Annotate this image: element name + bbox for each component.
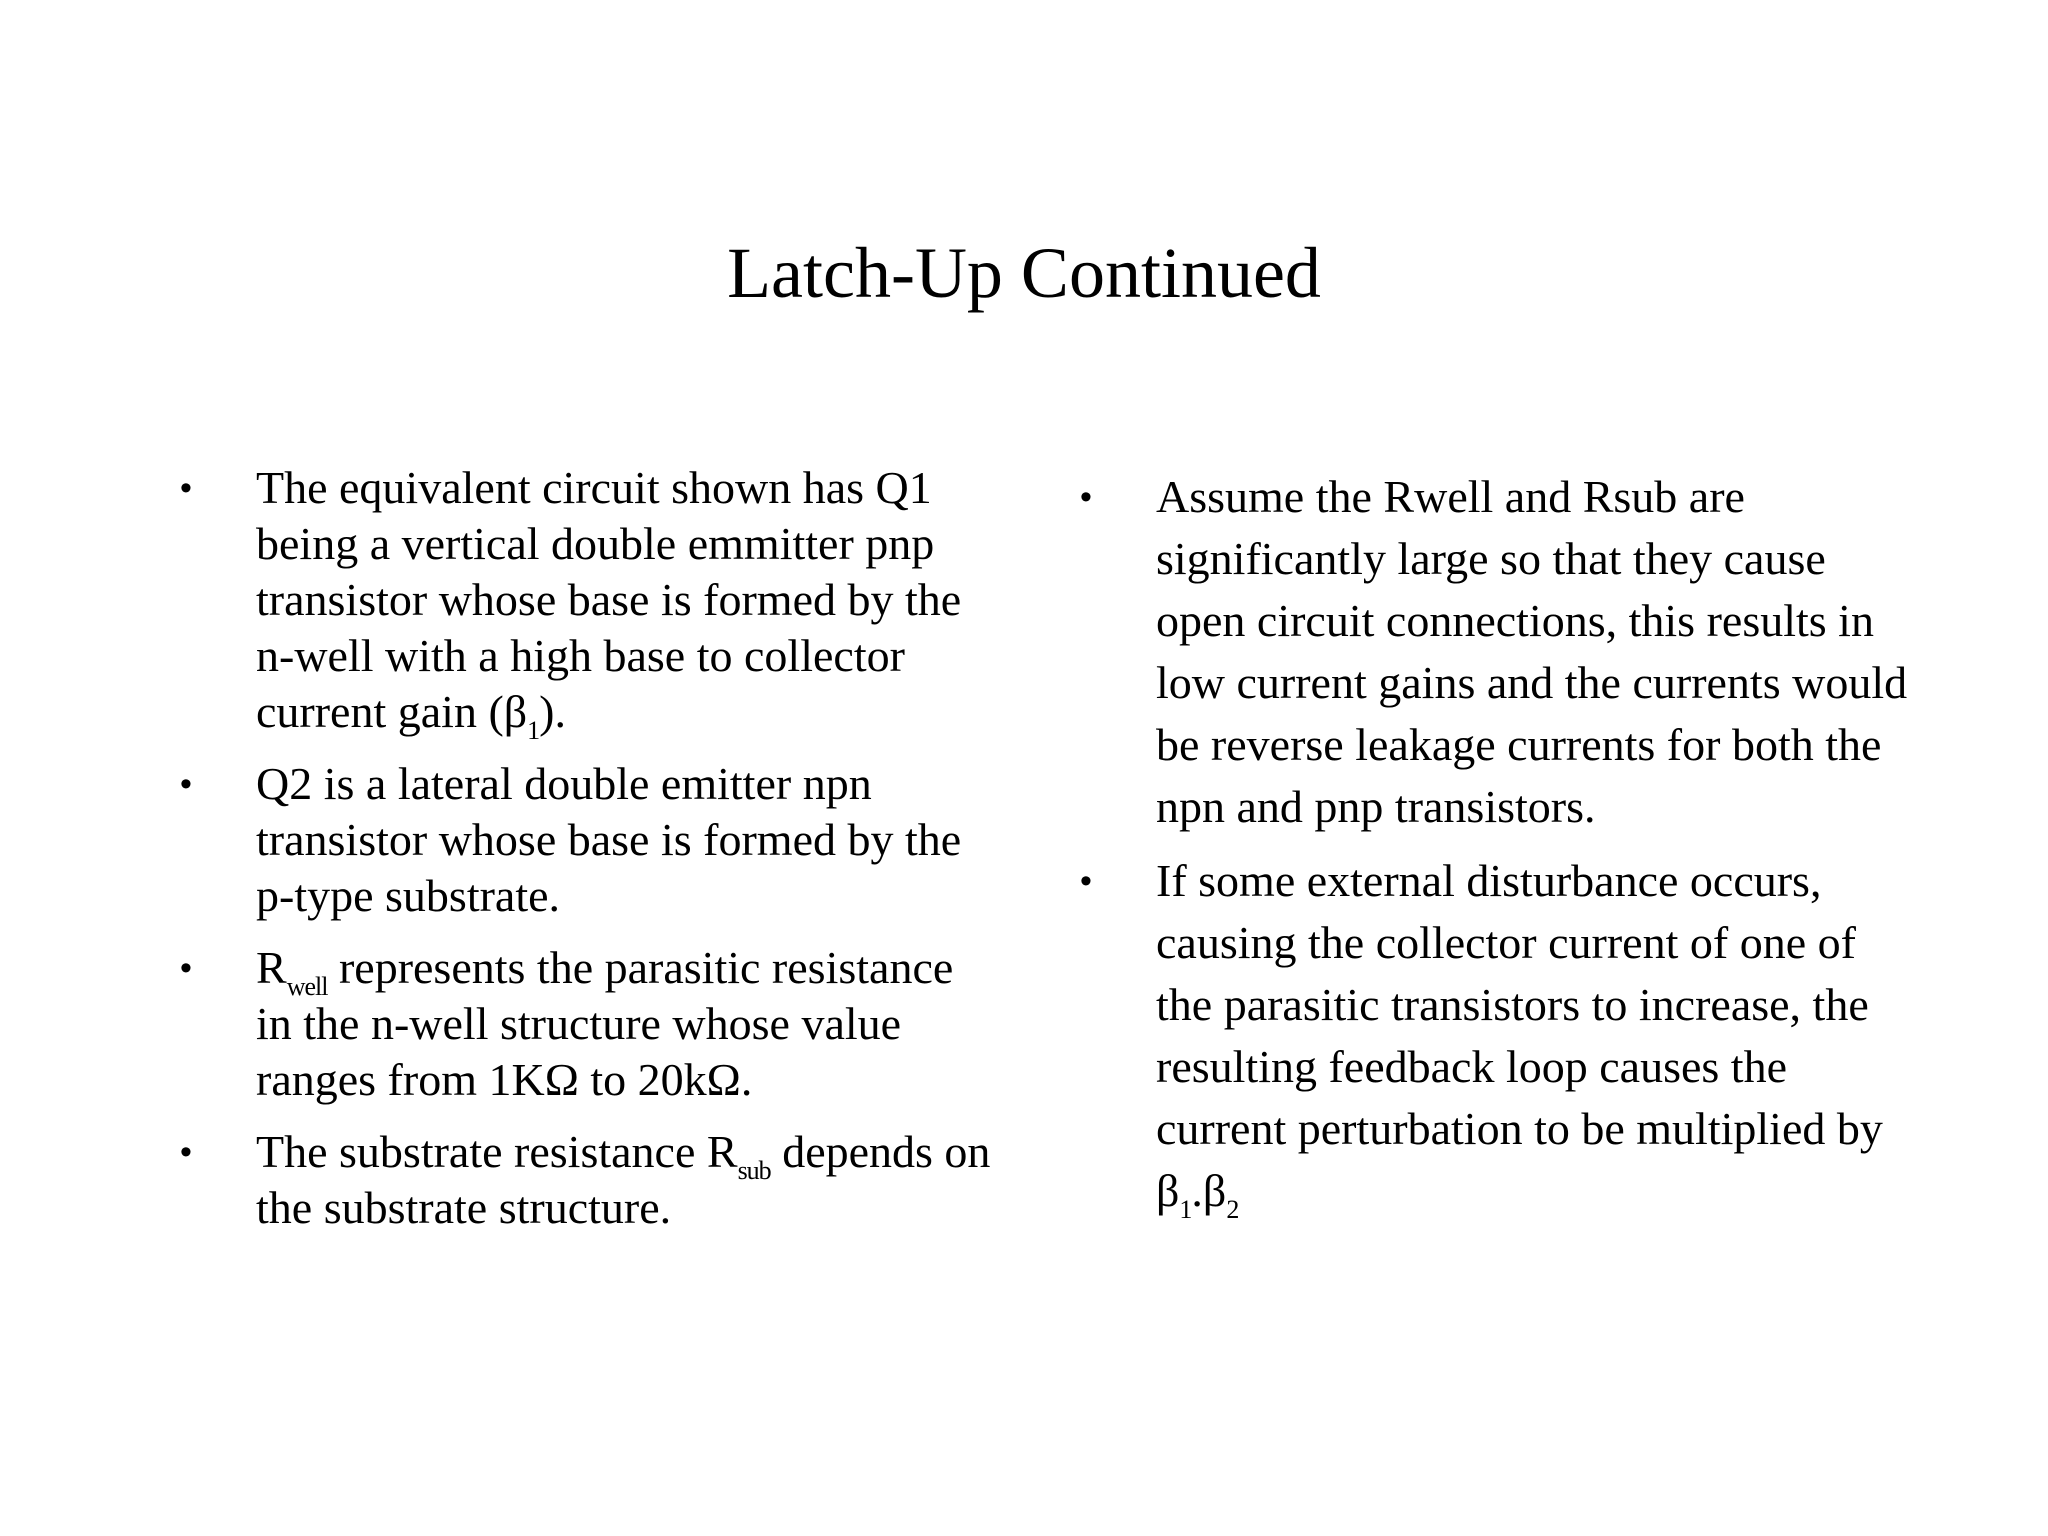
bullet-text: The substrate resistance R xyxy=(256,1126,738,1177)
bullet-text: Assume the Rwell and Rsub are significantly large so that they cause open circuit connections, this results in low current gains and the currents would be reverse leakage currents for both the npn and pnp transistors. xyxy=(1156,471,1908,832)
list-item xyxy=(172,460,992,745)
bullet-icon: • xyxy=(1080,478,1092,516)
list-item xyxy=(172,1124,992,1236)
bullet-icon: • xyxy=(1080,862,1092,900)
bullet-icon: • xyxy=(180,469,192,507)
list-item xyxy=(1072,850,1912,1222)
list-item xyxy=(172,940,992,1108)
bullet-text-tail: ). xyxy=(539,686,566,737)
subscript: well xyxy=(286,972,328,1001)
subscript: sub xyxy=(737,1156,771,1185)
dot-operator: . xyxy=(1191,1165,1203,1216)
beta-symbol: β xyxy=(1156,1165,1180,1216)
left-bullet-list xyxy=(172,460,992,1252)
bullet-text: If some external disturbance occurs, causing the collector current of one of the parasitic transistors to increase, the resulting feedback loop causes the current perturbation to be multiplied by xyxy=(1156,855,1883,1154)
bullet-icon: • xyxy=(180,765,192,803)
bullet-text: Q2 is a lateral double emitter npn transistor whose base is formed by the p-type substrate. xyxy=(256,758,962,921)
list-item xyxy=(1072,466,1912,838)
subscript: 1 xyxy=(527,716,540,745)
beta-symbol: β xyxy=(1202,1165,1227,1216)
subscript: 1 xyxy=(1179,1195,1192,1224)
bullet-text: The equivalent circuit shown has Q1 being a vertical double emmitter pnp transistor whose base is formed by the n-well with a high base to collector current gain (β xyxy=(256,462,962,737)
bullet-icon: • xyxy=(180,949,192,987)
bullet-text-tail: depends on the substrate structure. xyxy=(256,1126,991,1233)
list-item xyxy=(172,756,992,924)
bullet-icon: • xyxy=(180,1133,192,1171)
slide-title: Latch-Up Continued xyxy=(727,233,1321,313)
bullet-text: represents the parasitic resistance in the n-well structure whose value ranges from 1KΩ to 20kΩ. xyxy=(256,942,954,1105)
right-bullet-list xyxy=(1072,466,1912,1234)
subscript: 2 xyxy=(1226,1195,1239,1224)
bullet-text-lead: R xyxy=(256,942,287,993)
